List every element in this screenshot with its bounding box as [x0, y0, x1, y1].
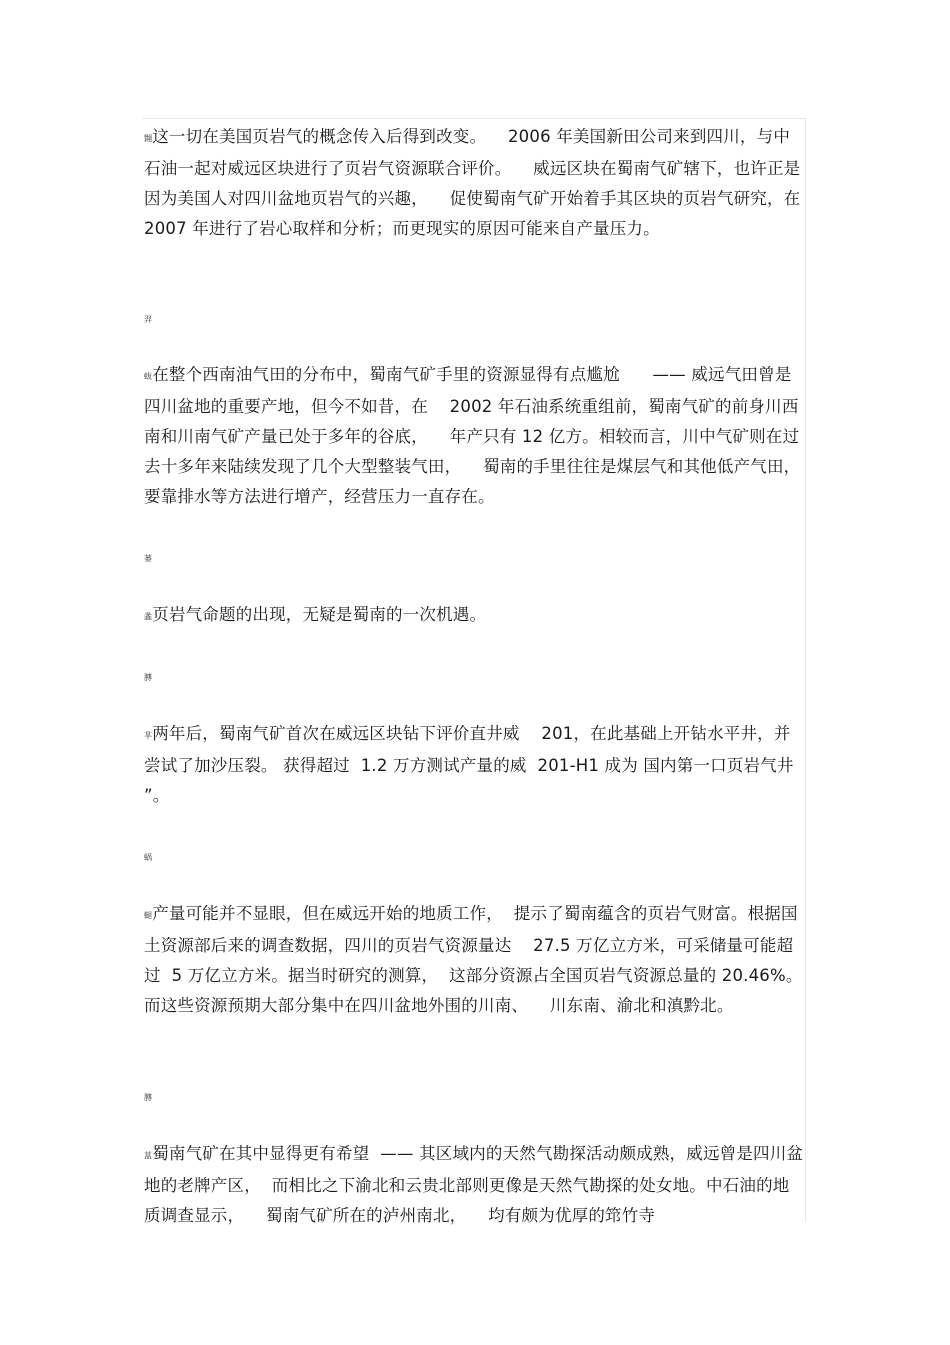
margin-mark: 螁: [144, 911, 153, 920]
margin-mark: 芈: [144, 731, 153, 740]
margin-mark: 蛂: [144, 372, 153, 381]
separator-mark: 膞: [144, 673, 152, 682]
paragraph-text: 蜀南气矿在其中显得更有希望 —— 其区域内的天然气勘探活动颇成熟，威远曾是四川盆地的老牌产区， 而相比之下渝北和云贵北部则更像是天然气勘探的处女地。中石油的地质调查显示， 蜀南气矿所在的泸州南北， 均有颇为优厚的筇竹寺: [144, 1144, 804, 1225]
separator-mark: 膞: [144, 1093, 152, 1102]
paragraph-text: 页岩气命题的出现，无疑是蜀南的一次机遇。: [152, 605, 487, 624]
margin-mark: 翾: [144, 134, 153, 143]
margin-mark: 蒀: [144, 1151, 153, 1160]
paragraph-6: [144, 1139, 804, 1231]
document-page: [142, 118, 812, 1225]
paragraph-4: [144, 719, 804, 811]
paragraph-1: [144, 122, 812, 244]
paragraph-text: 两年后，蜀南气矿首次在威远区块钻下评价直井威 201，在此基础上开钻水平井，并尝试了加沙压裂。 获得超过 1.2 万方测试产量的威 201-H1 成为 国内第一口页岩气井 ”。: [144, 724, 800, 805]
paragraph-3: [144, 600, 804, 632]
paragraph-text: 这一切在美国页岩气的概念传入后得到改变。 2006 年美国新田公司来到四川，与中石油一起对威远区块进行了页岩气资源联合评价。 威远区块在蜀南气矿辖下，也许正是因为美国人对四川盆地页岩气的兴趣， 促使蜀南气矿开始着手其区块的页岩气研究，在 2007 年进行了岩心取样和分析；而更现实的原因可能来自产量压力。: [144, 127, 812, 238]
separator-mark: 蒌: [144, 554, 152, 563]
paragraph-text: 产量可能并不显眼，但在威远开始的地质工作， 提示了蜀南蕴含的页岩气财富。根据国土资源部后来的调查数据，四川的页岩气资源量达 27.5 万亿立方米，可采储量可能超过 5 万亿立方米。据当时研究的测算， 这部分资源占全国页岩气资源总量的 20.46%。而这些资源预期大部分集中在四川盆地外围的川南、 川东南、渝北和滇黔北。: [144, 904, 803, 1015]
paragraph-2: [144, 360, 804, 512]
separator-mark: 羿: [144, 315, 152, 324]
paragraph-5: [144, 899, 804, 1021]
separator-mark: 蜗: [144, 853, 152, 862]
paragraph-text: 在整个西南油气田的分布中，蜀南气矿手里的资源显得有点尴尬 —— 威远气田曾是四川盆地的重要产地，但今不如昔，在 2002 年石油系统重组前，蜀南气矿的前身川西南和川南气矿产量已处于多年的谷底， 年产只有 12 亿方。相较而言，川中气矿则在过去十多年来陆续发现了几个大型整装气田， 蜀南的手里往往是煤层气和其他低产气田，要靠排水等方法进行增产，经营压力一直存在。: [144, 365, 801, 506]
margin-mark: 螽: [144, 612, 153, 621]
